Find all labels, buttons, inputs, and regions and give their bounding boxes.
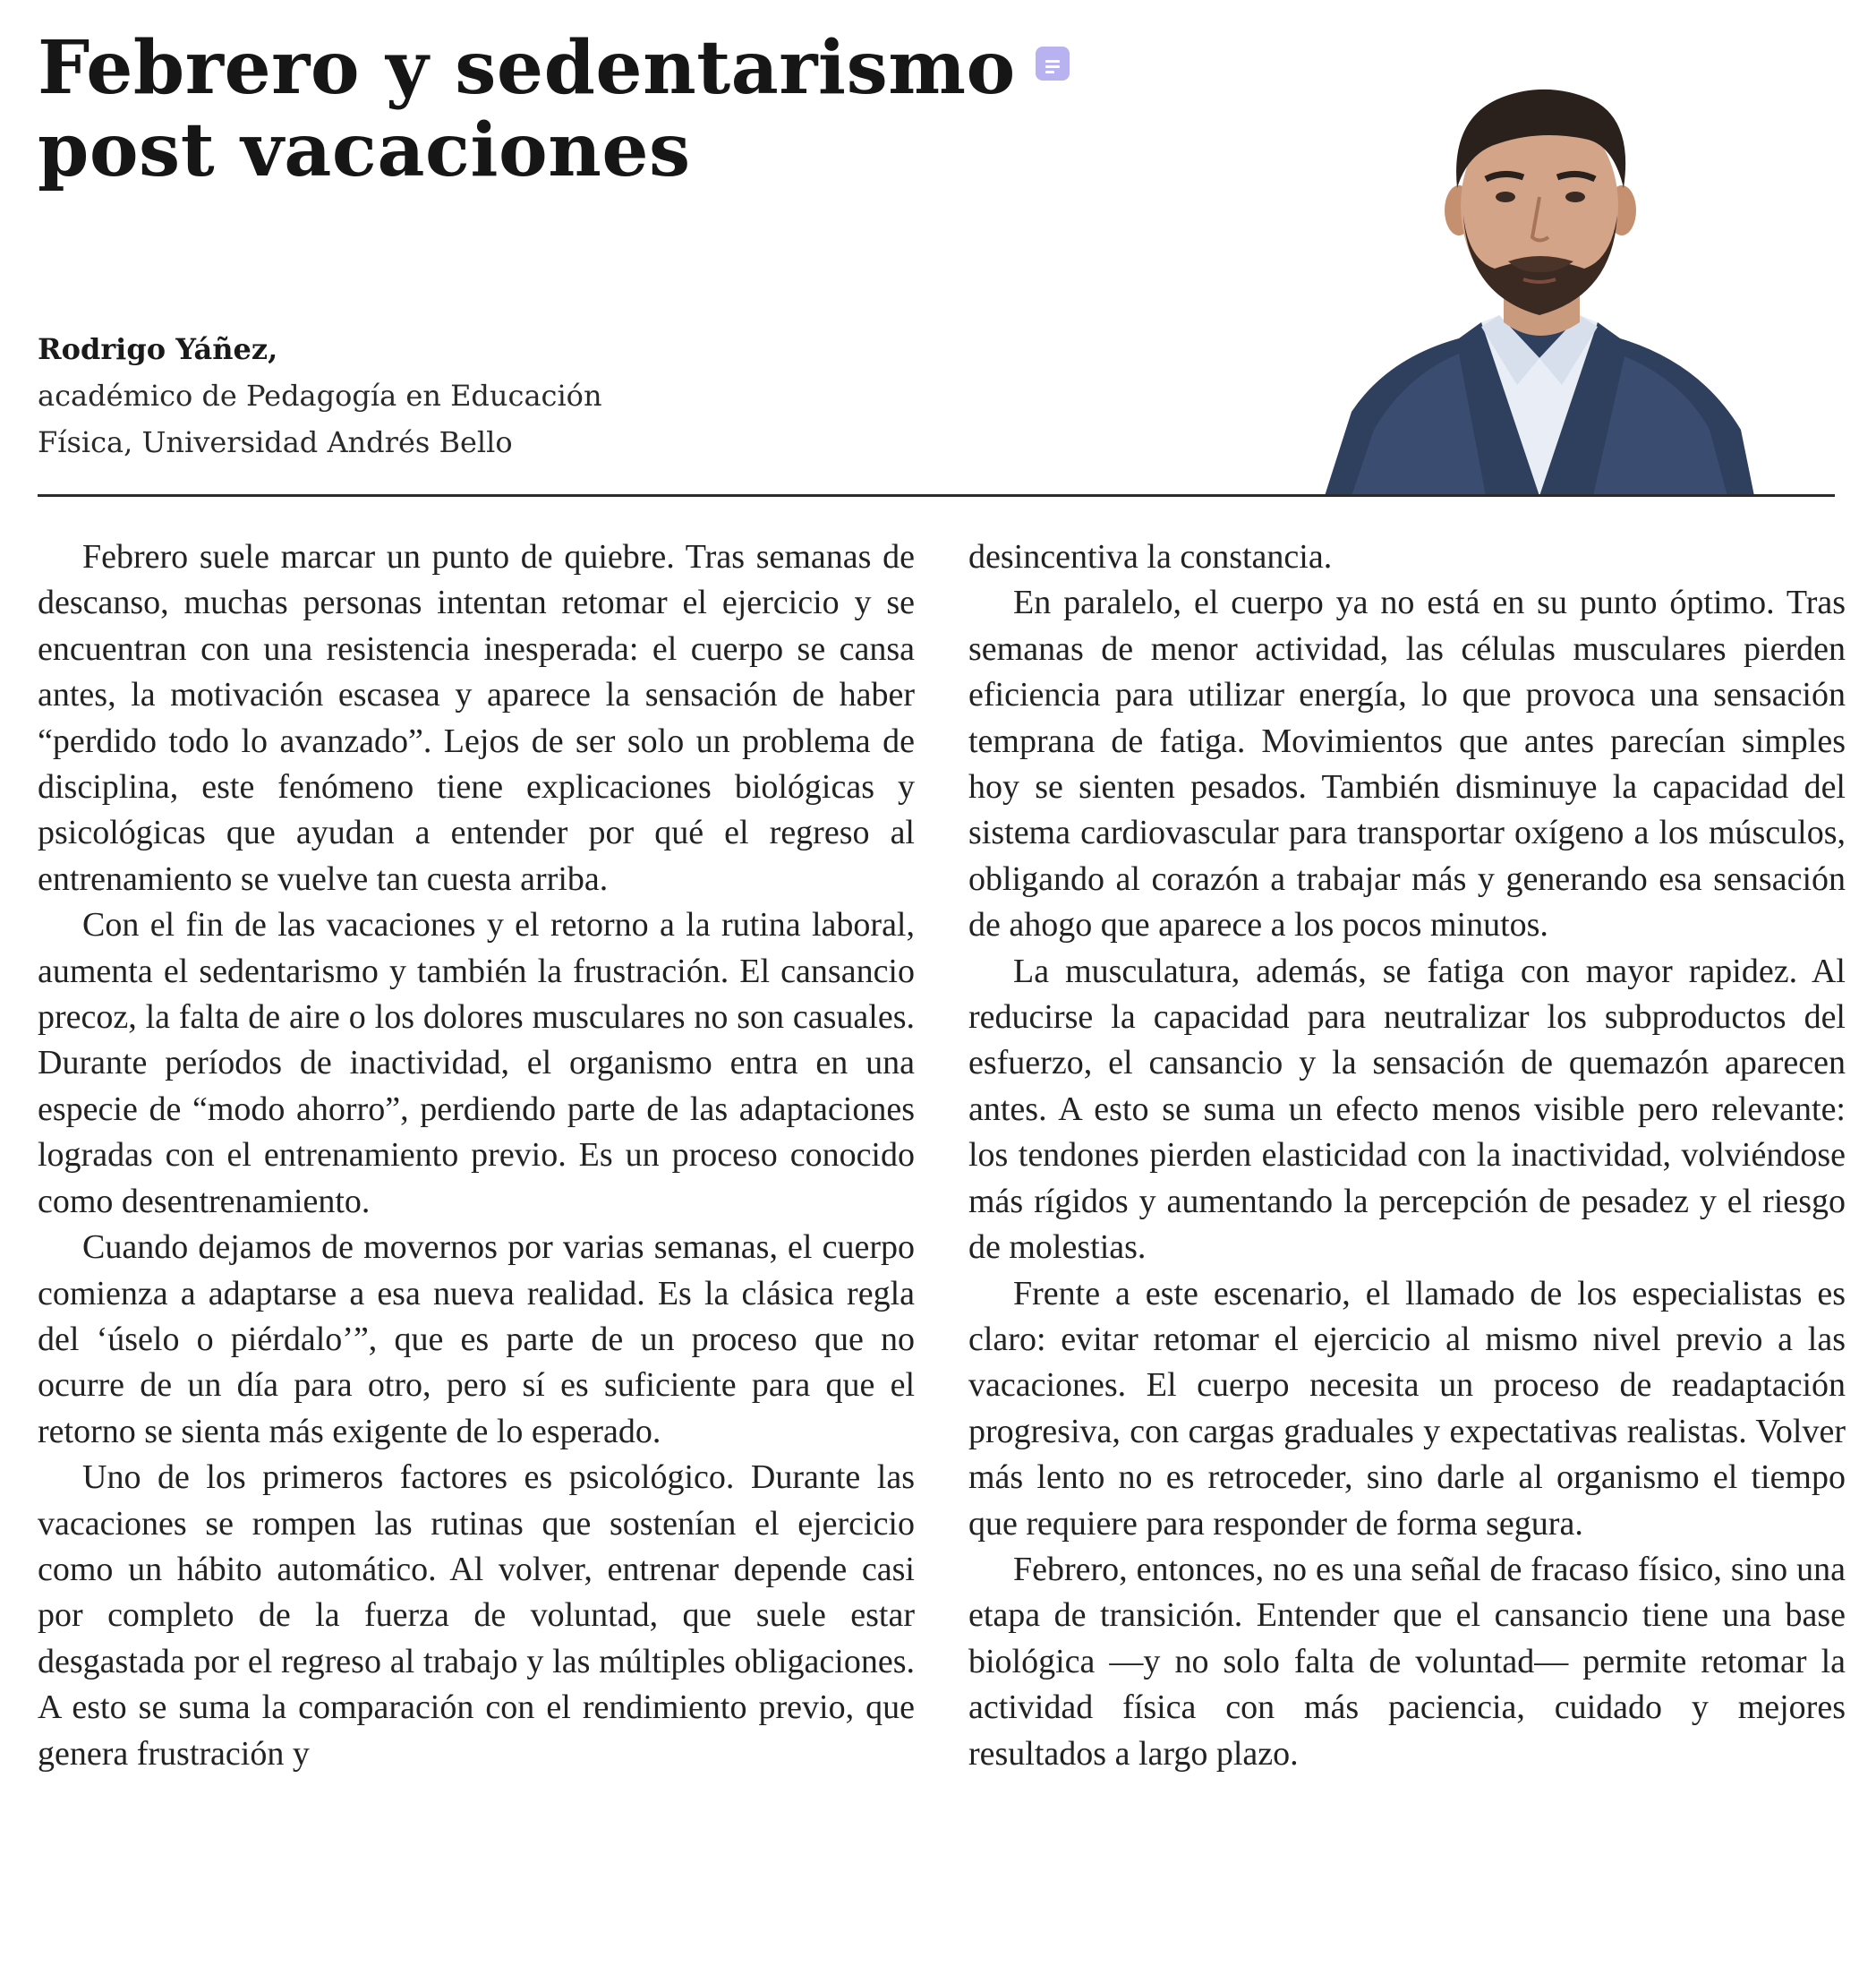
paragraph-2: Con el fin de las vacaciones y el retorno a la rutina laboral, aumenta el sedentarismo y también la frustración. El cansancio precoz, la falta de aire o los dolores musculares no son casuales. Durante períodos de inactividad, el organismo entra en una especie de “modo ahorro”, perdiendo parte de las adaptaciones logradas con el entrenamiento previo. Es un proceso conocido como desentrenamiento. — [38, 906, 915, 1220]
paragraph-5: En paralelo, el cuerpo ya no está en su punto óptimo. Tras semanas de menor actividad, las células musculares pierden eficiencia para utilizar energía, lo que provoca una sensación temprana de fatiga. Movimientos que antes parecían simples hoy se sienten pesados. También disminuye la capacidad del sistema cardiovascular para transportar oxígeno a los músculos, obligando al corazón a trabajar más y generando esa sensación de ahogo que aparece a los pocos minutos. — [968, 584, 1846, 945]
article-column-right — [968, 534, 1846, 1777]
author-byline — [38, 326, 754, 466]
header-divider — [38, 494, 1835, 497]
author-portrait-image — [1325, 54, 1754, 496]
paragraph-7: Frente a este escenario, el llamado de los especialistas es claro: evitar retomar el ejercicio al mismo nivel previo a las vacaciones. El cuerpo necesita un proceso de readaptación progresiva, con cargas graduales y expectativas realistas. Volver más lento no es retroceder, sino darle al organismo el tiempo que requiere para responder de forma segura. — [968, 1274, 1846, 1543]
author-role-line-2: Física, Universidad Andrés Bello — [38, 425, 513, 459]
article-title — [38, 27, 1022, 192]
paragraph-6: La musculatura, además, se fatiga con mayor rapidez. Al reducirse la capacidad para neutralizar los subproductos del esfuerzo, el cansancio y la sensación de quemazón aparecen antes. A esto se suma un efecto menos visible pero relevante: los tendones pierden elasticidad con la inactividad, volviéndose más rígidos y aumentando la percepción de pesadez y el riesgo de molestias. — [968, 952, 1846, 1267]
note-icon[interactable] — [1036, 47, 1070, 81]
paragraph-8: Febrero, entonces, no es una señal de fracaso físico, sino una etapa de transición. Entender que el cansancio tiene una base biológica —y no solo falta de voluntad— permite retomar la actividad física con más paciencia, cuidado y mejores resultados a largo plazo. — [968, 1550, 1846, 1773]
title-line-2: post vacaciones — [38, 107, 691, 193]
paragraph-3: Cuando dejamos de movernos por varias semanas, el cuerpo comienza a adaptarse a esa nueva realidad. Es la clásica regla del ‘úselo o piérdalo’”, que es parte de un proceso que no ocurre de un día para otro, pero sí es suficiente para que el retorno se sienta más exigente de lo esperado. — [38, 1228, 915, 1450]
paragraph-4: Uno de los primeros factores es psicológico. Durante las vacaciones se rompen las rutinas que sostenían el ejercicio como un hábito automático. Al volver, entrenar depende casi por completo de la fuerza de voluntad, que suele estar desgastada por el regreso al trabajo y las múltiples obligaciones. A esto se suma la comparación con el rendimiento previo, que genera frustración y — [38, 1458, 915, 1773]
article-column-left — [38, 534, 915, 1777]
author-role-line-1: académico de Pedagogía en Educación — [38, 379, 602, 413]
paragraph-1: Febrero suele marcar un punto de quiebre. Tras semanas de descanso, muchas personas intentan retomar el ejercicio y se encuentran con una resistencia inesperada: el cuerpo se cansa antes, la motivación escasea y aparece la sensación de haber “perdido todo lo avanzado”. Lejos de ser solo un problema de disciplina, este fenómeno tiene explicaciones biológicas y psicológicas que ayudan a entender por qué el regreso al entrenamiento se vuelve tan cuesta arriba. — [38, 538, 915, 898]
paragraph-4-continuation: desincentiva la constancia. — [968, 538, 1333, 576]
author-photo — [1325, 54, 1754, 496]
title-line-1: Febrero y sedentarismo — [38, 27, 1022, 109]
author-name: Rodrigo Yáñez, — [38, 332, 278, 366]
